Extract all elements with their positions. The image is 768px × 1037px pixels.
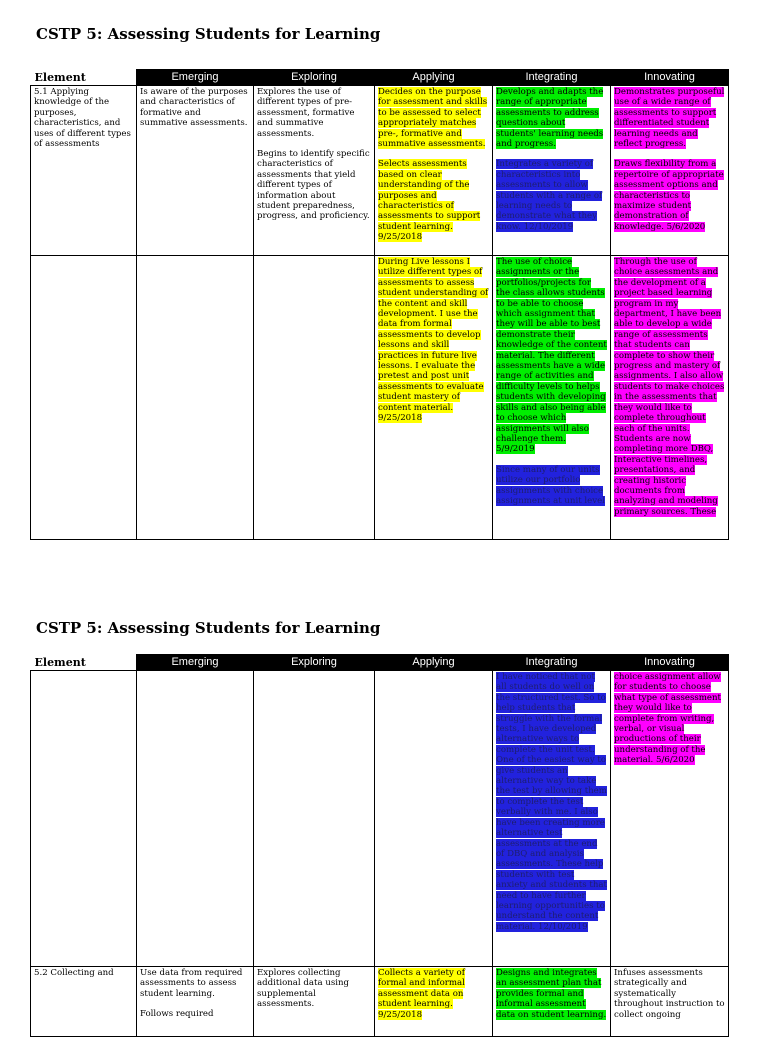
highlighted-text: The use of choice assignments or the portfolios/projects for the class allows students to be able to choose which assignment that they will be able to best demonstrate their knowledge of the content material. The different assessments have a wide range of activities and difficulty levels to helps students with developing skills and also being able to choose which assignments will also challenge them. 5/9/2019 — [496, 257, 607, 455]
exploring-cell — [254, 967, 375, 1037]
highlighted-text: Demonstrates purposeful use of a wide range of assessments to support differentiated student learning needs and reflect progress. — [614, 87, 725, 150]
header-row — [31, 655, 729, 671]
highlighted-text: Decides on the purpose for assessment and skills to be assessed to select appropriately matches pre-, formative and summative assessments. — [378, 87, 488, 150]
header-applying: Applying — [375, 70, 493, 86]
element-label: 5.2 Collecting and — [34, 968, 114, 978]
highlighted-text: choice assignment allow for students to choose what type of assessment they would like to complete from writing, verbal, or visual productions of their understanding of the material. 5/6/2020 — [614, 672, 721, 766]
exploring-cell — [254, 86, 375, 256]
exploring-cell — [254, 256, 375, 540]
integrating-cell — [493, 967, 611, 1037]
cell-text: Follows required — [140, 1009, 214, 1020]
applying-cell — [375, 86, 493, 256]
header-integrating: Integrating — [493, 70, 611, 86]
highlighted-text: Draws flexibility from a repertoire of appropriate assessment options and characteristics to maximize student demonstration of knowledge. 5/6/2020 — [614, 159, 724, 232]
innovating-cell — [611, 967, 729, 1037]
highlighted-text: Designs and integrates an assessment plan that provides formal and informal assessment data on student learning. — [496, 968, 607, 1020]
header-row — [31, 70, 729, 86]
rubric-table — [30, 69, 729, 540]
highlighted-text: Selects assessments based on clear understanding of the purposes and characteristics of assessments to support student learning. 9/25/2018 — [378, 159, 481, 243]
cell-text: Is aware of the purposes and characteristics of formative and summative assessments. — [140, 87, 248, 129]
innovating-cell — [611, 86, 729, 256]
emerging-cell — [137, 86, 254, 256]
highlighted-text: Since many of our units utilize our portfolio assignments with choice assignments at unit level — [496, 464, 605, 506]
element-cell — [31, 671, 137, 967]
applying-cell — [375, 967, 493, 1037]
table-row — [31, 86, 729, 256]
highlighted-text: I have noticed that not all students do well on the structured test. So to help students that struggle with the formal tests, I have developed alternative ways to complete the unit test. One of the easiest way to give students an alternative way to take the test by allowing them to complete the test verbally with me. I also have been creating more alternative test assessments at the end of DBQ and analysis assessments. These help students with test anxiety and students that need to have further learning opportunities to understand the content material. 12/10/2019 — [496, 672, 607, 932]
rubric-table — [30, 654, 729, 1037]
cell-text: Begins to identify specific characteristics of assessments that yield different types of information about student preparedness, progress, and proficiency. — [257, 149, 370, 222]
page-title: CSTP 5: Assessing Students for Learning — [36, 25, 381, 43]
header-applying: Applying — [375, 655, 493, 671]
element-cell — [31, 256, 137, 540]
header-innovating: Innovating — [611, 655, 729, 671]
emerging-cell — [137, 967, 254, 1037]
table-row — [31, 256, 729, 540]
innovating-cell — [611, 256, 729, 540]
highlighted-text: Through the use of choice assessments and the development of a project based learning program in my department, I have been able to develop a wide range of assessments that students can complete to show their progress and mastery of assignments. I also allow students to make choices in the assessments that they would like to complete throughout each of the units. Students are now completing more DBQ, Interactive timelines, presentations, and creating historic documents from analyzing and modeling primary sources. These — [614, 257, 725, 517]
integrating-cell — [493, 86, 611, 256]
element-label: 5.1 Applying knowledge of the purposes, characteristics, and uses of different types of assessments — [34, 87, 131, 150]
applying-cell — [375, 671, 493, 967]
header-element: Element — [31, 655, 137, 671]
highlighted-text: Collects a variety of formal and informal assessment data on student learning. 9/25/2018 — [378, 968, 465, 1020]
exploring-cell — [254, 671, 375, 967]
element-cell — [31, 86, 137, 256]
cell-text: Explores the use of different types of pre-assessment, formative and summative assessments. — [257, 87, 355, 139]
header-element: Element — [31, 70, 137, 86]
header-emerging: Emerging — [137, 70, 254, 86]
highlighted-text: During Live lessons I utilize different types of assessments to assess student understanding of the content and skill development. I use the data from formal assessments to develop lessons and skill practices in future live lessons. I evaluate the pretest and post unit assessments to evaluate student mastery of content material. 9/25/2018 — [378, 257, 489, 424]
applying-cell — [375, 256, 493, 540]
integrating-cell — [493, 256, 611, 540]
header-exploring: Exploring — [254, 655, 375, 671]
header-integrating: Integrating — [493, 655, 611, 671]
innovating-cell — [611, 671, 729, 967]
header-emerging: Emerging — [137, 655, 254, 671]
emerging-cell — [137, 671, 254, 967]
table-row — [31, 967, 729, 1037]
integrating-cell — [493, 671, 611, 967]
cell-text: Explores collecting additional data using supplemental assessments. — [257, 968, 350, 1010]
highlighted-text: Develops and adapts the range of appropriate assessments to address questions about students' learning needs and progress. — [496, 87, 604, 150]
table-row — [31, 671, 729, 967]
cell-text: Infuses assessments strategically and systematically throughout instruction to collect ongoing — [614, 968, 725, 1020]
page-title: CSTP 5: Assessing Students for Learning — [36, 619, 381, 637]
header-innovating: Innovating — [611, 70, 729, 86]
header-exploring: Exploring — [254, 70, 375, 86]
element-cell — [31, 967, 137, 1037]
cell-text: Use data from required assessments to assess student learning. — [140, 968, 243, 999]
highlighted-text: Integrates a variety of characteristics into assessments to allow students with a range of learning needs to demonstrate what they know. 12/10/2019 — [496, 159, 603, 232]
emerging-cell — [137, 256, 254, 540]
